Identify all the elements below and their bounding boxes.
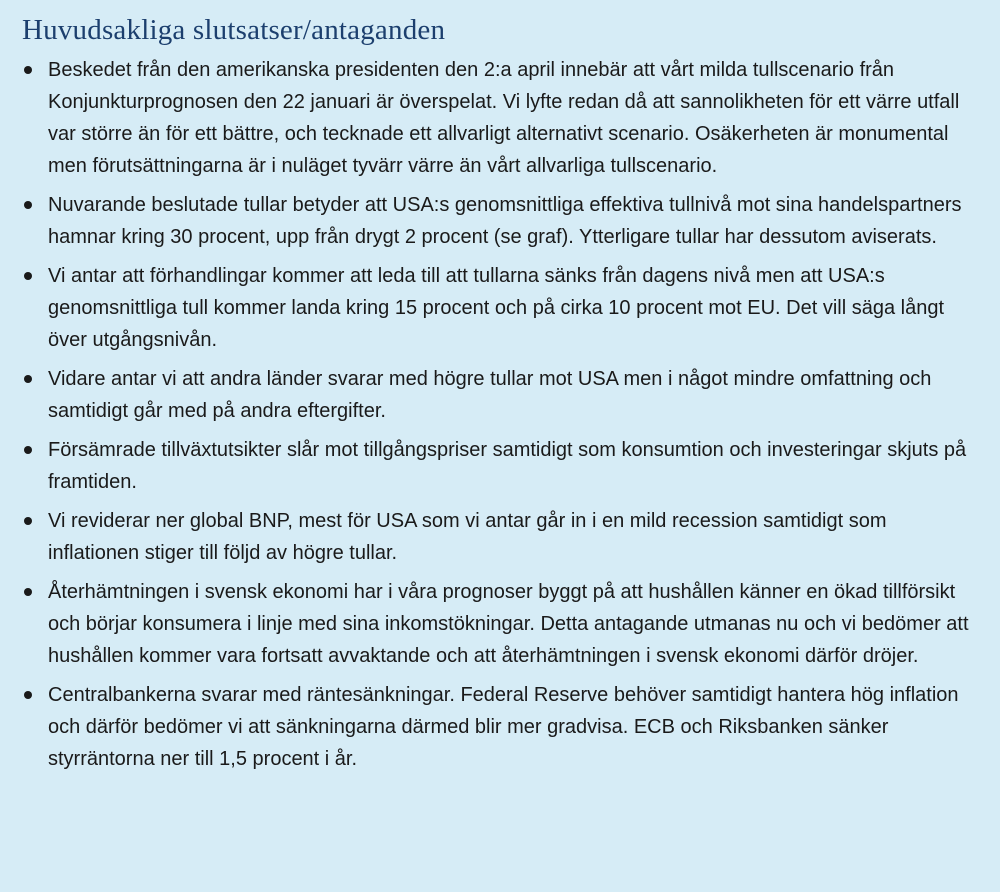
bullet-dot-icon (24, 272, 32, 280)
bullet-dot-icon (24, 517, 32, 525)
list-item (22, 54, 980, 182)
bullet-text: Vi antar att förhandlingar kommer att leda till att tullarna sänks från dagens nivå men att USA:s genomsnittliga tull kommer landa kring 15 procent och på cirka 10 procent mot EU. Det vill säga långt över utgångsnivån. (48, 265, 945, 351)
list-item (22, 363, 980, 427)
bullet-text: Återhämtningen i svensk ekonomi har i våra prognoser byggt på att hushållen känner en ökad tillförsikt och börjar konsumera i linje med sina inkomstökningar. Detta antagande utmanas nu och vi bedömer att hushållen kommer vara fortsatt avvaktande och att återhämtningen i svensk ekonomi därför dröjer. (48, 581, 969, 667)
bullet-dot-icon (24, 588, 32, 596)
bullet-dot-icon (24, 691, 32, 699)
bullet-list (22, 54, 980, 775)
list-item (22, 505, 980, 569)
bullet-text: Beskedet från den amerikanska presidenten den 2:a april innebär att vårt milda tullscenario från Konjunkturprognosen den 22 januari är överspelat. Vi lyfte redan då att sannolikheten för ett värre utfall var större än för ett bättre, och tecknade ett allvarligt alternativt scenario. Osäkerheten är monumental men förutsättningarna är i nuläget tyvärr värre än vårt allvarliga tullscenario. (48, 59, 960, 177)
bullet-text: Centralbankerna svarar med räntesänkningar. Federal Reserve behöver samtidigt hantera hög inflation och därför bedömer vi att sänkningarna därmed blir mer gradvisa. ECB och Riksbanken sänker styrräntorna ner till 1,5 procent i år. (48, 684, 959, 770)
bullet-dot-icon (24, 375, 32, 383)
bullet-dot-icon (24, 66, 32, 74)
bullet-dot-icon (24, 446, 32, 454)
list-item (22, 679, 980, 775)
bullet-text: Nuvarande beslutade tullar betyder att USA:s genomsnittliga effektiva tullnivå mot sina handelspartners hamnar kring 30 procent, upp från drygt 2 procent (se graf). Ytterligare tullar har dessutom aviserats. (48, 194, 962, 248)
list-item (22, 260, 980, 356)
bullet-text: Vi reviderar ner global BNP, mest för USA som vi antar går in i en mild recession samtidigt som inflationen stiger till följd av högre tullar. (48, 510, 887, 564)
bullet-dot-icon (24, 201, 32, 209)
bullet-text: Försämrade tillväxtutsikter slår mot tillgångspriser samtidigt som konsumtion och investeringar skjuts på framtiden. (48, 439, 967, 493)
page-title: Huvudsakliga slutsatser/antaganden (22, 14, 446, 46)
list-item (22, 576, 980, 672)
list-item (22, 189, 980, 253)
list-item (22, 434, 980, 498)
bullet-text: Vidare antar vi att andra länder svarar med högre tullar mot USA men i något mindre omfattning och samtidigt går med på andra eftergifter. (48, 368, 932, 422)
